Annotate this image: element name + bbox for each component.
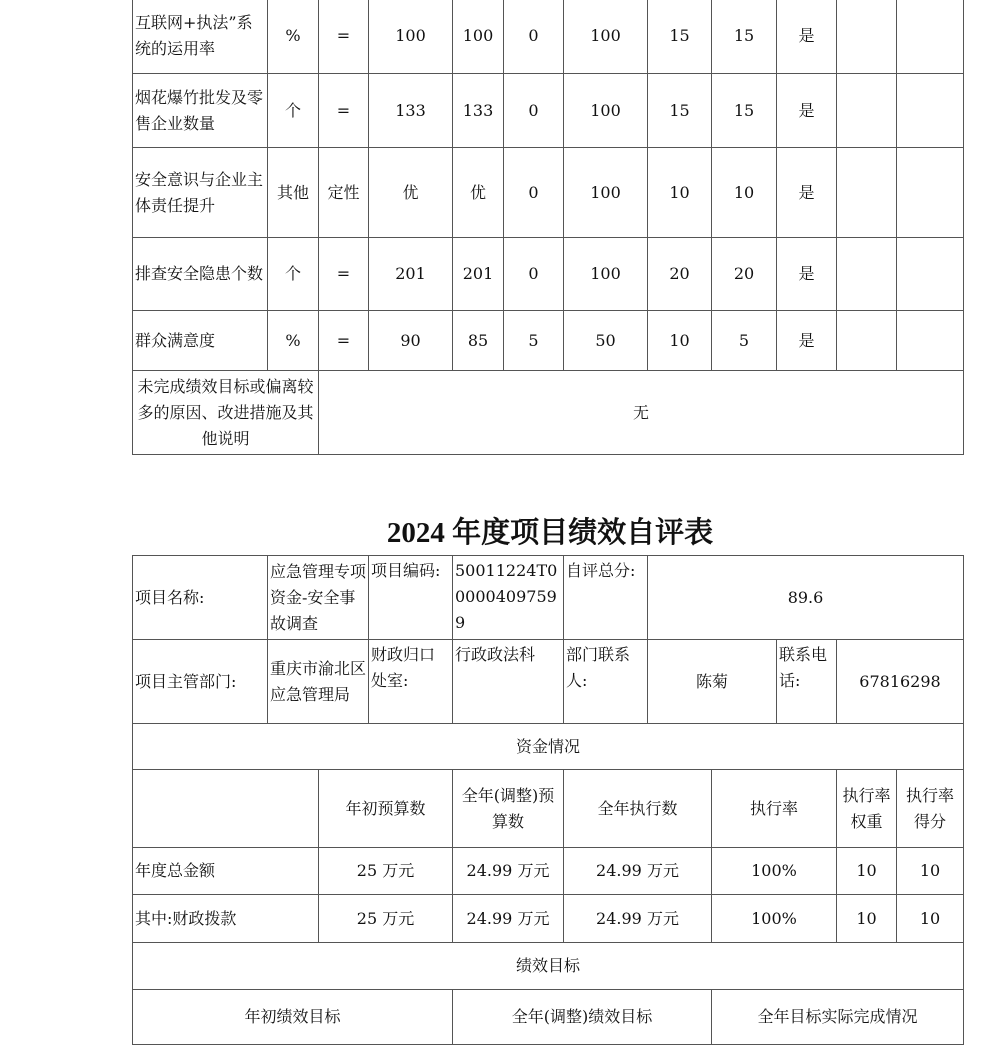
table-cell [503, 0, 564, 74]
cell-text: 100 [590, 26, 621, 45]
cell-text: 全年(调整)预算数 [461, 785, 555, 831]
cell-text: 10 [919, 861, 941, 880]
cell-text: 全年执行数 [597, 798, 678, 818]
cell-text: 10 [669, 182, 690, 202]
cell-text: 定性 [327, 182, 360, 202]
cell-text: 5 [738, 330, 750, 350]
table-cell [563, 237, 648, 311]
indicator-name-cell [132, 310, 268, 371]
table-cell [318, 0, 369, 74]
table-cell [836, 310, 897, 371]
cell-text: 优 [402, 182, 419, 202]
table-cell [711, 147, 777, 238]
table-cell [563, 147, 648, 238]
table-cell [452, 847, 564, 895]
cell-text: 是 [798, 100, 815, 120]
indicator-name-cell [132, 73, 268, 148]
cell-text: 应急管理专项资金-安全事故调查 [270, 561, 367, 633]
cell-text: 无 [632, 402, 649, 422]
cell-text: 100% [751, 861, 797, 880]
cell-text: 绩效目标 [515, 956, 580, 975]
cell-text: 50 [595, 330, 616, 350]
cell-text: 89.6 [787, 587, 824, 607]
cell-text: 50011224T000004097599 [455, 561, 558, 632]
table-cell [896, 73, 964, 148]
column-header [318, 769, 453, 848]
cell-text: 90 [400, 330, 421, 350]
cell-text: 15 [733, 26, 755, 45]
table-cell [836, 237, 897, 311]
table-cell [563, 73, 648, 148]
value-cell [452, 555, 564, 640]
cell-text: 是 [798, 264, 815, 283]
table-cell [836, 147, 897, 238]
cell-text: 安全意识与企业主体责任提升 [135, 169, 264, 215]
table-cell [132, 847, 319, 895]
indicator-name-cell [132, 147, 268, 238]
table-cell [368, 310, 453, 371]
table-cell [896, 147, 964, 238]
cell-text: 重庆市渝北区应急管理局 [270, 658, 367, 704]
score-cell [647, 555, 964, 640]
table-cell [563, 0, 648, 74]
table-cell [647, 147, 712, 238]
table-cell [896, 894, 964, 943]
cell-text: 133 [462, 100, 494, 120]
cell-text: % [285, 26, 301, 45]
table-cell [776, 237, 837, 311]
cell-text: 烟花爆竹批发及零售企业数量 [135, 87, 264, 133]
table-cell [503, 73, 564, 148]
cell-text: 20 [669, 264, 690, 283]
table-cell [318, 147, 369, 238]
column-header [132, 769, 319, 848]
label-cell [563, 555, 648, 640]
cell-text: 陈菊 [695, 671, 728, 691]
cell-text: 是 [798, 330, 815, 350]
table-cell [452, 237, 504, 311]
cell-text: 24.99 万元 [596, 861, 679, 880]
table-cell [267, 147, 319, 238]
indicator-name-cell [132, 0, 268, 74]
table-cell [452, 147, 504, 238]
label-cell [368, 555, 453, 640]
table-cell [368, 147, 453, 238]
label-cell [776, 639, 837, 724]
cell-text: 10 [669, 330, 690, 350]
table-cell [563, 847, 712, 895]
table-cell [452, 0, 504, 74]
table-cell [503, 237, 564, 311]
value-cell [267, 639, 369, 724]
cell-text: 年度总金额 [135, 861, 216, 880]
cell-text: 部门联系人: [566, 645, 631, 690]
table-cell [368, 0, 453, 74]
table-cell [318, 310, 369, 371]
cell-text: 优 [469, 182, 486, 202]
column-header [563, 769, 712, 848]
cell-text: 5 [528, 330, 539, 350]
cell-text: 100 [462, 26, 494, 45]
table-cell [896, 0, 964, 74]
table-cell [647, 237, 712, 311]
cell-text: 10 [856, 861, 877, 880]
table-cell [711, 847, 837, 895]
table-cell [503, 147, 564, 238]
cell-text: 25 万元 [356, 908, 415, 928]
table-cell [318, 847, 453, 895]
cell-text: 年初绩效目标 [244, 1007, 341, 1026]
table-cell [368, 237, 453, 311]
cell-text: 执行率权重 [842, 785, 891, 831]
cell-text: 24.99 万元 [466, 908, 550, 928]
cell-text: 互联网+执法”系统的运用率 [135, 13, 253, 58]
note-label-cell [132, 370, 319, 455]
cell-text: = [336, 264, 351, 283]
cell-text: 自评总分: [566, 561, 636, 580]
cell-text: 排查安全隐患个数 [135, 264, 264, 283]
cell-text: 10 [856, 908, 877, 928]
table-cell [318, 237, 369, 311]
cell-text: 15 [669, 26, 690, 45]
column-header [836, 769, 897, 848]
cell-text: 85 [467, 330, 489, 350]
page-title: 2024 年度项目绩效自评表 [386, 517, 714, 549]
cell-text: = [336, 100, 351, 120]
label-cell [132, 555, 268, 640]
value-cell [452, 639, 564, 724]
cell-text: 未完成绩效目标或偏离较多的原因、改进措施及其他说明 [137, 376, 314, 448]
table-cell [318, 73, 369, 148]
cell-text: 群众满意度 [135, 330, 216, 350]
table-cell [836, 73, 897, 148]
cell-text: 项目主管部门: [135, 671, 237, 691]
table-cell [711, 894, 837, 943]
table-cell [452, 894, 564, 943]
cell-text: 0 [528, 182, 539, 202]
table-cell [267, 0, 319, 74]
label-cell [368, 639, 453, 724]
table-cell [267, 310, 319, 371]
table-cell [776, 73, 837, 148]
column-header [711, 989, 964, 1045]
table-cell [711, 237, 777, 311]
table-cell [836, 0, 897, 74]
column-header [711, 769, 837, 848]
cell-text: 是 [798, 182, 815, 202]
label-cell [563, 639, 648, 724]
cell-text: = [336, 26, 351, 45]
value-cell [647, 639, 777, 724]
cell-text: 67816298 [859, 671, 941, 691]
table-cell [836, 894, 897, 943]
cell-text: 其他 [276, 182, 309, 202]
table-cell [267, 73, 319, 148]
table-cell [896, 310, 964, 371]
cell-text: 0 [528, 26, 539, 45]
cell-text: 全年(调整)绩效目标 [511, 1007, 653, 1026]
cell-text: 行政政法科 [455, 645, 536, 664]
label-cell [132, 639, 268, 724]
column-header [452, 769, 564, 848]
cell-text: 项目编码: [371, 561, 441, 580]
cell-text: 133 [395, 100, 426, 120]
cell-text: 10 [733, 182, 755, 202]
table-cell [452, 310, 504, 371]
table-cell [563, 310, 648, 371]
table-cell [563, 894, 712, 943]
cell-text: 15 [733, 100, 755, 120]
cell-text: 项目名称: [135, 587, 205, 607]
value-cell [267, 555, 369, 640]
column-header [132, 989, 453, 1045]
table-cell [647, 73, 712, 148]
note-value-cell [318, 370, 964, 455]
cell-text: 100% [751, 908, 797, 928]
indicator-name-cell [132, 237, 268, 311]
cell-text: 财政归口处室: [371, 645, 436, 690]
cell-text: 201 [462, 264, 494, 283]
cell-text: 0 [528, 100, 539, 120]
table-cell [776, 147, 837, 238]
cell-text: 联系电话: [779, 645, 828, 690]
cell-text: 个 [284, 100, 301, 120]
table-cell [896, 847, 964, 895]
cell-text: 是 [798, 26, 815, 45]
cell-text: 执行率得分 [905, 785, 954, 831]
table-cell [776, 310, 837, 371]
cell-text: 100 [590, 264, 621, 283]
cell-text: 100 [395, 26, 426, 45]
cell-text: 资金情况 [515, 736, 580, 756]
value-cell [836, 639, 964, 724]
cell-text: 其中:财政拨款 [135, 908, 237, 928]
cell-text: 24.99 万元 [466, 861, 550, 880]
cell-text: % [285, 330, 301, 350]
cell-text: 年初预算数 [345, 798, 426, 818]
table-cell [776, 0, 837, 74]
table-cell [368, 73, 453, 148]
cell-text: 25 万元 [356, 861, 415, 880]
cell-text: 10 [919, 908, 941, 928]
table-cell [452, 73, 504, 148]
table-cell [647, 310, 712, 371]
cell-text: 100 [590, 100, 621, 120]
cell-text: 20 [733, 264, 755, 283]
table-cell [836, 847, 897, 895]
cell-text: 100 [590, 182, 621, 202]
cell-text: 全年目标实际完成情况 [757, 1007, 918, 1026]
table-cell [318, 894, 453, 943]
cell-text: = [336, 330, 351, 350]
table-cell [647, 0, 712, 74]
cell-text: 个 [284, 264, 301, 283]
table-cell [503, 310, 564, 371]
table-cell [896, 237, 964, 311]
section-header [132, 942, 964, 990]
column-header [452, 989, 712, 1045]
cell-text: 0 [528, 264, 539, 283]
cell-text: 24.99 万元 [596, 908, 679, 928]
table-cell [711, 73, 777, 148]
section-header [132, 723, 964, 770]
table-cell [711, 310, 777, 371]
table-cell [711, 0, 777, 74]
cell-text: 201 [395, 264, 426, 283]
table-cell [132, 894, 319, 943]
table-cell [267, 237, 319, 311]
cell-text: 15 [669, 100, 690, 120]
column-header [896, 769, 964, 848]
cell-text: 执行率 [749, 798, 798, 818]
